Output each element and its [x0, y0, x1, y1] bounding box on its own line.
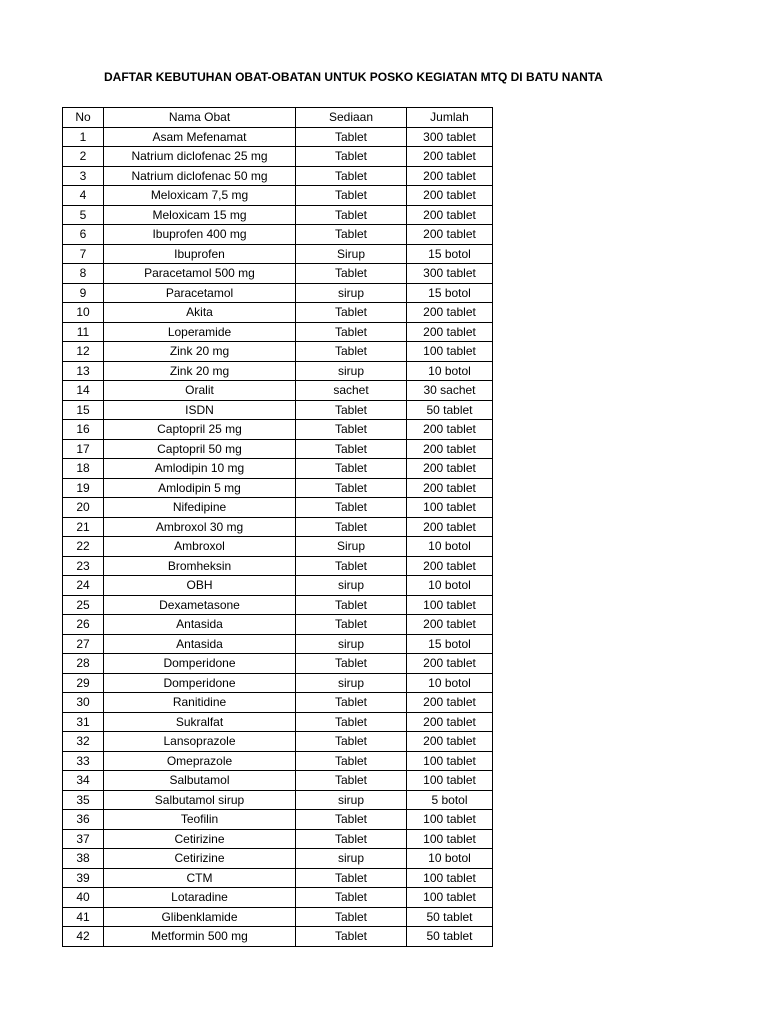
medicine-table	[62, 107, 493, 947]
cell-no: 26	[63, 615, 104, 635]
table-row	[63, 654, 493, 674]
cell-drug-name: OBH	[104, 576, 296, 596]
cell-quantity: 200 tablet	[407, 147, 493, 167]
cell-drug-name: Ibuprofen 400 mg	[104, 225, 296, 245]
cell-no: 38	[63, 849, 104, 869]
cell-quantity: 100 tablet	[407, 342, 493, 362]
cell-quantity: 200 tablet	[407, 186, 493, 206]
cell-no: 35	[63, 790, 104, 810]
cell-quantity: 5 botol	[407, 790, 493, 810]
table-row	[63, 498, 493, 518]
table-row	[63, 849, 493, 869]
cell-quantity: 100 tablet	[407, 771, 493, 791]
table-row	[63, 303, 493, 323]
cell-quantity: 200 tablet	[407, 615, 493, 635]
cell-drug-name: Meloxicam 7,5 mg	[104, 186, 296, 206]
cell-preparation: Tablet	[296, 712, 407, 732]
table-row	[63, 537, 493, 557]
cell-no: 18	[63, 459, 104, 479]
cell-drug-name: Cetirizine	[104, 849, 296, 869]
cell-quantity: 10 botol	[407, 576, 493, 596]
table-row	[63, 790, 493, 810]
cell-quantity: 200 tablet	[407, 166, 493, 186]
cell-preparation: Tablet	[296, 303, 407, 323]
cell-drug-name: Meloxicam 15 mg	[104, 205, 296, 225]
cell-preparation: Tablet	[296, 322, 407, 342]
table-row	[63, 576, 493, 596]
cell-preparation: Tablet	[296, 771, 407, 791]
header-preparation: Sediaan	[296, 108, 407, 128]
table-row	[63, 478, 493, 498]
cell-quantity: 15 botol	[407, 283, 493, 303]
cell-no: 1	[63, 127, 104, 147]
table-row	[63, 556, 493, 576]
table-row	[63, 829, 493, 849]
table-row	[63, 615, 493, 635]
cell-no: 32	[63, 732, 104, 752]
cell-preparation: Tablet	[296, 868, 407, 888]
cell-preparation: Tablet	[296, 888, 407, 908]
cell-preparation: Tablet	[296, 166, 407, 186]
table-row	[63, 381, 493, 401]
cell-no: 39	[63, 868, 104, 888]
cell-no: 10	[63, 303, 104, 323]
cell-no: 27	[63, 634, 104, 654]
table-row	[63, 361, 493, 381]
table-row	[63, 517, 493, 537]
cell-quantity: 15 botol	[407, 634, 493, 654]
cell-quantity: 10 botol	[407, 361, 493, 381]
header-drug-name: Nama Obat	[104, 108, 296, 128]
cell-no: 40	[63, 888, 104, 908]
table-row	[63, 732, 493, 752]
cell-preparation: Tablet	[296, 556, 407, 576]
cell-quantity: 10 botol	[407, 673, 493, 693]
cell-no: 29	[63, 673, 104, 693]
cell-no: 25	[63, 595, 104, 615]
cell-preparation: Tablet	[296, 264, 407, 284]
cell-quantity: 200 tablet	[407, 712, 493, 732]
cell-drug-name: Ranitidine	[104, 693, 296, 713]
table-row	[63, 693, 493, 713]
cell-no: 41	[63, 907, 104, 927]
cell-preparation: Tablet	[296, 498, 407, 518]
table-row	[63, 888, 493, 908]
cell-no: 24	[63, 576, 104, 596]
cell-no: 15	[63, 400, 104, 420]
cell-no: 42	[63, 927, 104, 947]
cell-quantity: 300 tablet	[407, 127, 493, 147]
cell-quantity: 200 tablet	[407, 556, 493, 576]
cell-drug-name: Teofilin	[104, 810, 296, 830]
cell-preparation: Sirup	[296, 244, 407, 264]
table-row	[63, 751, 493, 771]
cell-preparation: Tablet	[296, 420, 407, 440]
cell-drug-name: Salbutamol	[104, 771, 296, 791]
cell-preparation: sachet	[296, 381, 407, 401]
cell-quantity: 50 tablet	[407, 400, 493, 420]
cell-preparation: Tablet	[296, 205, 407, 225]
cell-preparation: Tablet	[296, 225, 407, 245]
cell-no: 37	[63, 829, 104, 849]
cell-quantity: 100 tablet	[407, 868, 493, 888]
cell-no: 8	[63, 264, 104, 284]
table-row	[63, 420, 493, 440]
cell-no: 30	[63, 693, 104, 713]
cell-quantity: 200 tablet	[407, 478, 493, 498]
cell-no: 22	[63, 537, 104, 557]
cell-drug-name: Captopril 25 mg	[104, 420, 296, 440]
table-row	[63, 147, 493, 167]
cell-quantity: 100 tablet	[407, 498, 493, 518]
cell-drug-name: Salbutamol sirup	[104, 790, 296, 810]
table-row	[63, 927, 493, 947]
table-header-row	[63, 108, 493, 128]
cell-drug-name: Nifedipine	[104, 498, 296, 518]
cell-drug-name: Antasida	[104, 615, 296, 635]
cell-preparation: sirup	[296, 361, 407, 381]
cell-drug-name: Zink 20 mg	[104, 361, 296, 381]
table-row	[63, 264, 493, 284]
cell-preparation: Tablet	[296, 732, 407, 752]
cell-preparation: Tablet	[296, 459, 407, 479]
table-row	[63, 712, 493, 732]
table-row	[63, 225, 493, 245]
table-row	[63, 205, 493, 225]
cell-preparation: Tablet	[296, 127, 407, 147]
cell-drug-name: Paracetamol	[104, 283, 296, 303]
cell-drug-name: Amlodipin 10 mg	[104, 459, 296, 479]
cell-drug-name: Omeprazole	[104, 751, 296, 771]
cell-drug-name: Lansoprazole	[104, 732, 296, 752]
cell-no: 2	[63, 147, 104, 167]
cell-no: 17	[63, 439, 104, 459]
table-row	[63, 771, 493, 791]
cell-quantity: 200 tablet	[407, 205, 493, 225]
cell-quantity: 100 tablet	[407, 595, 493, 615]
cell-no: 21	[63, 517, 104, 537]
cell-quantity: 200 tablet	[407, 732, 493, 752]
cell-no: 16	[63, 420, 104, 440]
cell-preparation: sirup	[296, 283, 407, 303]
cell-drug-name: Natrium diclofenac 50 mg	[104, 166, 296, 186]
cell-preparation: Tablet	[296, 615, 407, 635]
cell-drug-name: Ambroxol 30 mg	[104, 517, 296, 537]
cell-quantity: 15 botol	[407, 244, 493, 264]
cell-preparation: Tablet	[296, 439, 407, 459]
cell-quantity: 100 tablet	[407, 810, 493, 830]
cell-quantity: 50 tablet	[407, 907, 493, 927]
cell-preparation: sirup	[296, 634, 407, 654]
cell-quantity: 100 tablet	[407, 829, 493, 849]
cell-drug-name: Paracetamol 500 mg	[104, 264, 296, 284]
cell-no: 14	[63, 381, 104, 401]
cell-drug-name: Metformin 500 mg	[104, 927, 296, 947]
table-row	[63, 283, 493, 303]
table-row	[63, 459, 493, 479]
header-quantity: Jumlah	[407, 108, 493, 128]
cell-drug-name: Oralit	[104, 381, 296, 401]
cell-drug-name: Glibenklamide	[104, 907, 296, 927]
cell-drug-name: Dexametasone	[104, 595, 296, 615]
table-row	[63, 400, 493, 420]
cell-preparation: sirup	[296, 673, 407, 693]
cell-quantity: 200 tablet	[407, 459, 493, 479]
cell-drug-name: Lotaradine	[104, 888, 296, 908]
cell-drug-name: Natrium diclofenac 25 mg	[104, 147, 296, 167]
cell-no: 6	[63, 225, 104, 245]
cell-drug-name: Ambroxol	[104, 537, 296, 557]
cell-quantity: 10 botol	[407, 849, 493, 869]
cell-no: 7	[63, 244, 104, 264]
document-title: DAFTAR KEBUTUHAN OBAT-OBATAN UNTUK POSKO KEGIATAN MTQ DI BATU NANTA	[104, 70, 603, 84]
table-row	[63, 342, 493, 362]
cell-drug-name: CTM	[104, 868, 296, 888]
cell-preparation: Tablet	[296, 907, 407, 927]
cell-preparation: sirup	[296, 849, 407, 869]
cell-quantity: 200 tablet	[407, 517, 493, 537]
cell-drug-name: Captopril 50 mg	[104, 439, 296, 459]
cell-drug-name: Ibuprofen	[104, 244, 296, 264]
cell-preparation: sirup	[296, 576, 407, 596]
cell-preparation: Sirup	[296, 537, 407, 557]
cell-drug-name: Bromheksin	[104, 556, 296, 576]
header-no: No	[63, 108, 104, 128]
cell-no: 4	[63, 186, 104, 206]
cell-drug-name: ISDN	[104, 400, 296, 420]
cell-no: 36	[63, 810, 104, 830]
cell-quantity: 200 tablet	[407, 654, 493, 674]
table-row	[63, 868, 493, 888]
cell-quantity: 300 tablet	[407, 264, 493, 284]
cell-quantity: 100 tablet	[407, 751, 493, 771]
cell-quantity: 200 tablet	[407, 439, 493, 459]
cell-quantity: 10 botol	[407, 537, 493, 557]
cell-no: 13	[63, 361, 104, 381]
table-row	[63, 810, 493, 830]
table-row	[63, 322, 493, 342]
table-row	[63, 186, 493, 206]
table-row	[63, 907, 493, 927]
cell-no: 3	[63, 166, 104, 186]
cell-quantity: 200 tablet	[407, 693, 493, 713]
cell-no: 9	[63, 283, 104, 303]
cell-drug-name: Domperidone	[104, 654, 296, 674]
cell-no: 20	[63, 498, 104, 518]
cell-preparation: Tablet	[296, 693, 407, 713]
cell-drug-name: Sukralfat	[104, 712, 296, 732]
cell-preparation: Tablet	[296, 147, 407, 167]
cell-no: 12	[63, 342, 104, 362]
cell-drug-name: Cetirizine	[104, 829, 296, 849]
cell-drug-name: Asam Mefenamat	[104, 127, 296, 147]
cell-quantity: 200 tablet	[407, 322, 493, 342]
table-row	[63, 439, 493, 459]
cell-quantity: 200 tablet	[407, 225, 493, 245]
cell-preparation: Tablet	[296, 654, 407, 674]
table-row	[63, 595, 493, 615]
table-row	[63, 634, 493, 654]
cell-no: 31	[63, 712, 104, 732]
table-row	[63, 244, 493, 264]
cell-no: 33	[63, 751, 104, 771]
table-row	[63, 166, 493, 186]
cell-quantity: 30 sachet	[407, 381, 493, 401]
cell-drug-name: Loperamide	[104, 322, 296, 342]
cell-preparation: Tablet	[296, 595, 407, 615]
cell-no: 11	[63, 322, 104, 342]
cell-preparation: Tablet	[296, 186, 407, 206]
cell-no: 34	[63, 771, 104, 791]
cell-no: 5	[63, 205, 104, 225]
cell-preparation: Tablet	[296, 751, 407, 771]
cell-preparation: Tablet	[296, 478, 407, 498]
cell-quantity: 50 tablet	[407, 927, 493, 947]
cell-preparation: sirup	[296, 790, 407, 810]
cell-no: 28	[63, 654, 104, 674]
cell-preparation: Tablet	[296, 927, 407, 947]
cell-quantity: 200 tablet	[407, 303, 493, 323]
cell-preparation: Tablet	[296, 342, 407, 362]
cell-drug-name: Domperidone	[104, 673, 296, 693]
cell-quantity: 200 tablet	[407, 420, 493, 440]
cell-preparation: Tablet	[296, 517, 407, 537]
table-body	[63, 127, 493, 946]
cell-drug-name: Antasida	[104, 634, 296, 654]
cell-preparation: Tablet	[296, 400, 407, 420]
table-row	[63, 127, 493, 147]
cell-quantity: 100 tablet	[407, 888, 493, 908]
cell-no: 23	[63, 556, 104, 576]
cell-preparation: Tablet	[296, 829, 407, 849]
cell-drug-name: Akita	[104, 303, 296, 323]
cell-drug-name: Amlodipin 5 mg	[104, 478, 296, 498]
cell-preparation: Tablet	[296, 810, 407, 830]
cell-no: 19	[63, 478, 104, 498]
table-row	[63, 673, 493, 693]
cell-drug-name: Zink 20 mg	[104, 342, 296, 362]
